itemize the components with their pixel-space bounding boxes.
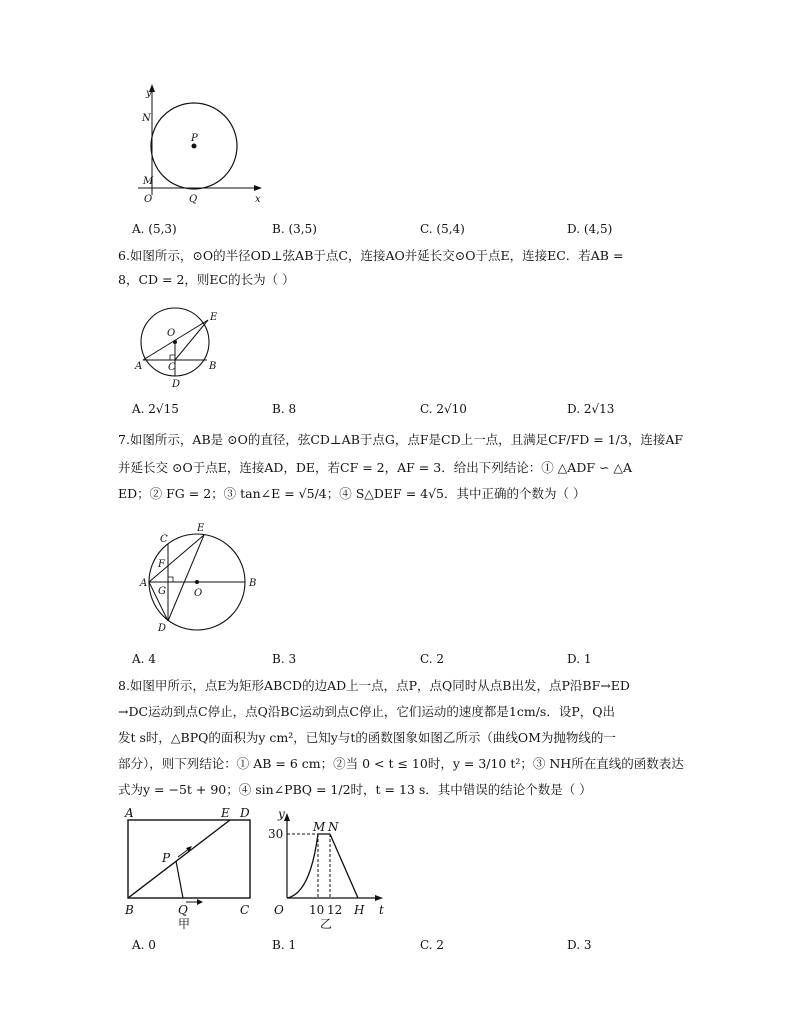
q8-arrow-q-head xyxy=(197,899,203,905)
q8-line-3: 发t s时，△BPQ的面积为y cm²，已知y与t的函数图象如图乙所示（曲线OM为抛物线的一 xyxy=(118,730,616,745)
q8-figure-yi xyxy=(262,804,392,932)
q5-figure xyxy=(130,80,270,210)
q8-yi-label-H: H xyxy=(354,903,365,917)
q5-label-O: O xyxy=(144,194,153,205)
q8-jia-label-A: A xyxy=(125,806,134,820)
q8-jia-label-C: C xyxy=(240,903,250,917)
q8-option-c: C. 2 xyxy=(420,938,445,952)
q8-line-5: 式为y = −5t + 90；④ sin∠PBQ = 1/2时，t = 13 s．其中错误的结论个数是（ ） xyxy=(118,782,592,797)
q8-yi-label-M: M xyxy=(313,820,326,834)
q5-option-c: C. (5,4) xyxy=(420,222,465,236)
q7-label-D: D xyxy=(158,623,167,634)
q8-jia-caption: 甲 xyxy=(178,917,191,931)
q5-option-d: D. (4,5) xyxy=(567,222,613,236)
q7-figure xyxy=(135,518,265,638)
q5-label-N: N xyxy=(142,113,151,124)
q7-option-a: A. 4 xyxy=(132,652,156,666)
q6-line-1: 6.如图所示，⊙O的半径OD⊥弦AB于点C，连接AO并延长交⊙O于点E，连接EC．若AB = xyxy=(118,248,624,263)
q8-jia-label-B: B xyxy=(125,903,134,917)
q8-yi-label-12: 12 xyxy=(327,903,343,917)
q7-line-2: 并延长交 ⊙O于点E，连接AD，DE，若CF = 2，AF = 3．给出下列结论：① △ADF ∽ △A xyxy=(118,460,633,475)
q5-x-arrow xyxy=(254,185,262,191)
q8-segment-BE xyxy=(128,820,230,898)
q6-line-EC xyxy=(175,320,208,360)
q6-label-D: D xyxy=(172,379,181,390)
q8-option-b: B. 1 xyxy=(272,938,297,952)
q8-option-d: D. 3 xyxy=(567,938,592,952)
q7-option-b: B. 3 xyxy=(272,652,297,666)
q8-figure-jia xyxy=(120,804,260,932)
q8-yi-label-t: t xyxy=(379,903,384,917)
q8-yi-caption: 乙 xyxy=(320,917,333,931)
q6-label-E: E xyxy=(210,312,218,323)
q8-jia-label-D: D xyxy=(240,806,250,820)
q8-jia-label-E: E xyxy=(221,806,230,820)
q6-option-b: B. 8 xyxy=(272,402,297,416)
q6-center-O xyxy=(173,340,177,344)
q8-line-4: 部分），则下列结论：① AB = 6 cm；②当 0 < t ≤ 10时，y = 3/10 t²；③ NH所在直线的函数表达 xyxy=(118,756,684,771)
q8-line-2: →DC运动到点C停止，点Q沿BC运动到点C停止，它们运动的速度都是1cm/s．设P，Q出 xyxy=(118,704,616,719)
q7-line-1: 7.如图所示，AB是 ⊙O的直径，弦CD⊥AB于点G，点F是CD上一点，且满足CF/FD = 1/3，连接AF xyxy=(118,432,684,447)
q6-label-B: B xyxy=(209,361,217,372)
q5-label-x: x xyxy=(255,194,261,205)
q5-option-a: A. (5,3) xyxy=(132,222,177,236)
q8-yi-label-30: 30 xyxy=(268,827,284,841)
q8-yi-x-arrow xyxy=(375,895,383,901)
q7-option-d: D. 1 xyxy=(567,652,592,666)
q6-label-C: C xyxy=(168,362,176,373)
q8-segment-PQ xyxy=(176,861,183,898)
q7-right-angle-mark xyxy=(168,577,173,582)
q7-center-O xyxy=(195,580,199,584)
q8-rectangle-ABCD xyxy=(128,820,250,898)
q6-line-2: 8，CD = 2，则EC的长为（ ） xyxy=(118,272,295,287)
q6-option-d: D. 2√13 xyxy=(567,402,615,416)
q8-jia-label-P: P xyxy=(162,851,171,865)
q5-option-b: B. (3,5) xyxy=(272,222,317,236)
q8-yi-segment-NH xyxy=(330,834,358,898)
q7-line-3: ED；② FG = 2；③ tan∠E = √5/4；④ S△DEF = 4√5．其中正确的个数为（ ） xyxy=(118,486,586,501)
q6-right-angle-mark xyxy=(170,355,175,360)
q6-label-O: O xyxy=(167,328,176,339)
q7-label-A: A xyxy=(140,578,148,589)
q7-label-B: B xyxy=(249,578,257,589)
q5-label-Q: Q xyxy=(189,194,198,205)
q7-option-c: C. 2 xyxy=(420,652,445,666)
q5-label-y: y xyxy=(146,88,152,99)
q8-yi-label-10: 10 xyxy=(309,903,325,917)
q8-option-a: A. 0 xyxy=(132,938,156,952)
q5-label-M: M xyxy=(143,176,154,187)
q8-yi-label-O: O xyxy=(274,903,284,917)
q6-option-a: A. 2√15 xyxy=(132,402,179,416)
q5-label-P: P xyxy=(191,133,198,144)
q8-yi-y-arrow xyxy=(284,813,290,821)
q8-yi-label-y: y xyxy=(278,807,285,821)
q7-label-F: F xyxy=(158,559,165,570)
q7-label-C: C xyxy=(160,534,168,545)
q8-yi-label-N: N xyxy=(328,820,339,834)
q7-label-E: E xyxy=(197,523,205,534)
q6-option-c: C. 2√10 xyxy=(420,402,467,416)
q8-line-1: 8.如图甲所示，点E为矩形ABCD的边AD上一点，点P，点Q同时从点B出发，点P沿BF→ED xyxy=(118,678,630,693)
q7-label-G: G xyxy=(158,586,166,597)
q6-label-A: A xyxy=(135,361,143,372)
q8-jia-label-Q: Q xyxy=(178,903,188,917)
q7-label-O: O xyxy=(194,588,203,599)
q5-center-P xyxy=(192,144,197,149)
q6-figure xyxy=(130,300,230,395)
q8-yi-curve-OM xyxy=(287,834,318,898)
